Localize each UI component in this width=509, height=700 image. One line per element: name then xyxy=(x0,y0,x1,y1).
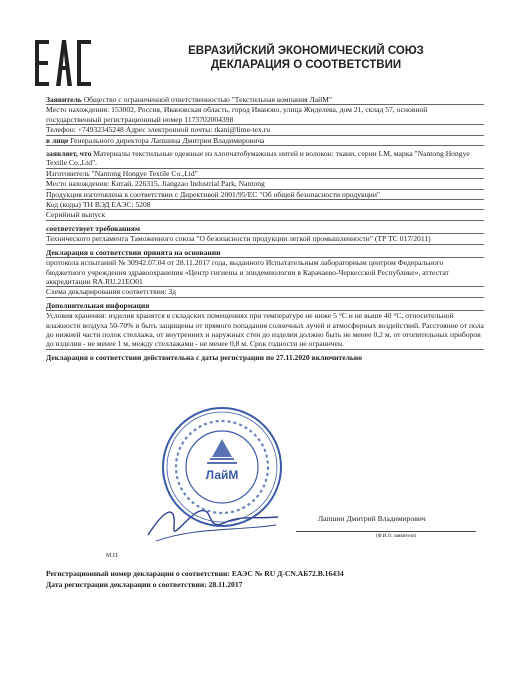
basis-label: Декларация о соответствии принята на основании xyxy=(46,248,484,258)
title-union: ЕВРАЗИЙСКИЙ ЭКОНОМИЧЕСКИЙ СОЮЗ xyxy=(188,45,424,57)
requirements-text: Технического регламента Таможенного союза "О безопасности продукции легкой промышленности" (ТР ТС 017/2011) xyxy=(46,234,484,244)
stamp-place-label: М.П. xyxy=(106,553,119,559)
serial-line: Серийный выпуск xyxy=(46,210,484,220)
scheme-line: Схема декларирования соответствия: 3д xyxy=(46,287,484,297)
representative-line: в лице Генерального директора Лапшина Дмитрия Владимировича xyxy=(46,136,484,146)
company-seal xyxy=(160,405,284,529)
manufacturer-address: Место нахождения: Китай, 226315, Jiangzao Industrial Park, Nantong xyxy=(46,179,484,189)
eac-logo xyxy=(34,38,92,88)
title-declaration: ДЕКЛАРАЦИЯ О СООТВЕТСТВИИ xyxy=(210,59,402,71)
signature-line xyxy=(296,531,476,532)
requirements-label: соответствует требованиям xyxy=(46,224,484,234)
applicant-address: Место нахождения: 153002, Россия, Ивановская область, город Иваново, улица Жиделева, дом 21, склад 57, основной государственный регистрационный номер 1173702004398 xyxy=(46,105,484,125)
applicant-line: Заявитель Общество с ограниченной ответственностью "Текстильная компания ЛайМ" xyxy=(46,95,484,105)
applicant-contacts: Телефон: +74932345248 Адрес электронной почты: tkani@lime-tex.ru xyxy=(46,125,484,135)
product-line: заявляет, что Материалы текстильные одежные из хлопчатобумажных нитей и волокон: ткани, серии LM, марка "Nantong Hongye Textile Co.,Ltd". xyxy=(46,149,484,169)
registration-number-line: Регистрационный номер декларации о соответствии: ЕАЭС № RU Д-CN.АБ72.В.16434 xyxy=(46,569,344,578)
basis-text: протокола испытаний № 30942.07.04 от 28.11.2017 года, выданного Испытательным лабораторным центром Федерального бюджетного учреждения здравоохранения «Центр гигиены и эпидемиологии в Карачаево-Черкесской Республике», аттестат аккредитации RA.RU.21EO01 xyxy=(46,258,484,287)
extra-info-text: Условия хранения: изделия хранятся в складских помещениях при температуре не ниже 5 °С и не выше 40 °С, относительной влажности воздуха 50-70% и быть защищены от прямого попадания солнечных лучей и атмосферных воздействий. Расстояние от пола до нижней части полок стеллажа, от внутренних и наружных стен до изделия должно быть не менее 0,2 м, от отопительных приборов до изделия - не менее 1 м, между стеллажами - не менее 0,8 м. Срок годности не ограничен. xyxy=(46,311,484,349)
validity-line: Декларация о соответствии действительна с даты регистрации по 27.11.2020 включительно xyxy=(46,352,363,362)
directive-line: Продукция изготовлена в соответствии с Директивой 2001/95/ЕС "Об общей безопасности продукции" xyxy=(46,190,484,200)
registration-block xyxy=(46,568,484,590)
hs-code-line: Код (коды) ТН ВЭД ЕАЭС: 5208 xyxy=(46,200,484,210)
extra-info-label: Дополнительная информация xyxy=(46,301,484,311)
registration-date-line: Дата регистрации декларации о соответствии: 28.11.2017 xyxy=(46,580,243,589)
document-title xyxy=(120,44,492,72)
manufacturer-line: Изготовитель "Nantong Hongye Textile Co.,Ltd" xyxy=(46,169,484,179)
declaration-body xyxy=(46,95,484,362)
signer-name: Лапшин Дмитрий Владимирович xyxy=(318,514,426,523)
seal-text: ЛайМ xyxy=(205,468,239,482)
fio-caption: (Ф.И.О. заявителя) xyxy=(376,534,417,539)
